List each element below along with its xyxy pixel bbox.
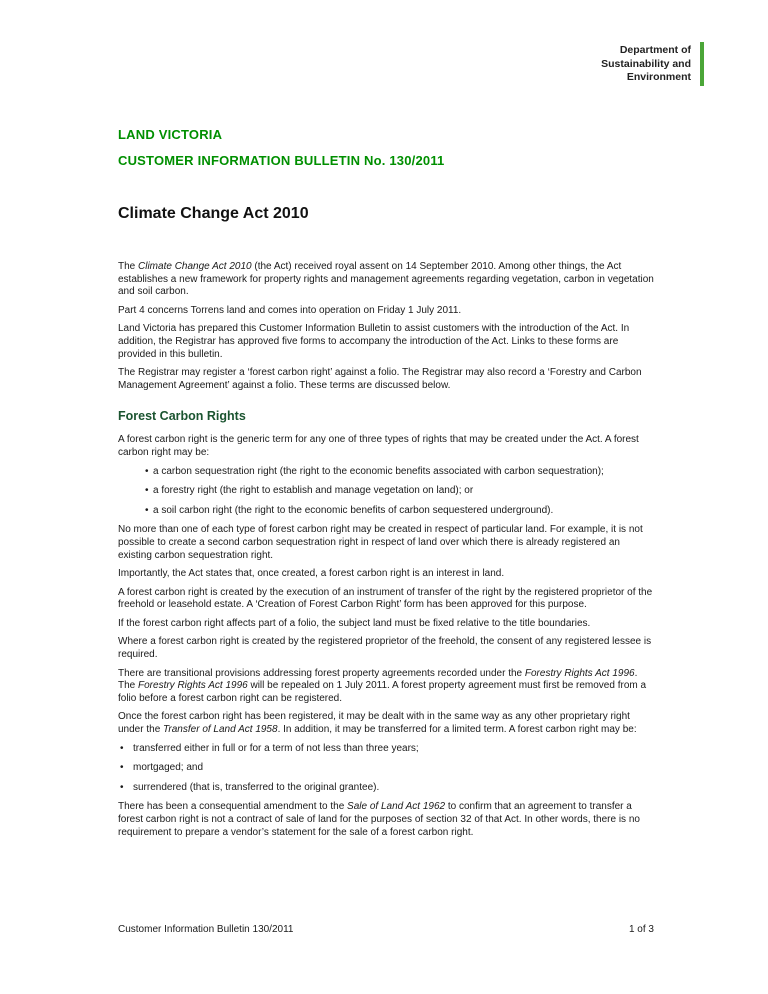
- text-segment: A forest carbon right is created by the execution of an instrument of transfer of the right by the registered proprietor of the freehold or leasehold estate. A ‘Creation of Forest Carbon Right’ form has been approved for this purpose.: [118, 586, 653, 611]
- text-segment: Part 4 concerns Torrens land and comes into operation on Friday 1 July 2011.: [118, 304, 462, 316]
- text-segment: There are transitional provisions addressing forest property agreements recorded under the: [118, 667, 525, 679]
- italic-text: Sale of Land Act 1962: [347, 801, 446, 813]
- section-heading: Forest Carbon Rights: [118, 409, 246, 424]
- text-segment: If the forest carbon right affects part of a folio, the subject land must be fixed relative to the title boundaries.: [118, 617, 591, 629]
- text-segment: a carbon sequestration right (the right to the economic benefits associated with carbon sequestration);: [153, 465, 604, 477]
- text-segment: (the Act) received royal assent on 14 September 2010. Among other things, the Act establishes a new framework for property rights and management agreements regarding vegetation, carbon in vegetation and soil carbon.: [118, 261, 654, 298]
- bullet-item: [118, 505, 633, 518]
- footer-page-number: 1 of 3: [628, 924, 654, 935]
- bulletin-header: [118, 126, 654, 169]
- logo-green-bar: [700, 42, 704, 86]
- document-body: [118, 261, 654, 839]
- text-segment: Land Victoria has prepared this Customer Information Bulletin to assist customers with the introduction of the Act. In addition, the Registrar has approved five forms to accompany the introduction of the Act. Links to these forms are provided in this bulletin.: [118, 323, 630, 360]
- italic-text: Forestry Rights Act 1996: [524, 667, 635, 679]
- text-segment: The: [118, 261, 139, 272]
- logo-text-line: Sustainability and: [601, 57, 691, 70]
- page-footer: [118, 924, 654, 935]
- paragraph: [118, 801, 654, 839]
- text-segment: transferred either in full or for a term of not less than three years;: [133, 742, 419, 754]
- paragraph: [118, 524, 654, 562]
- bullet-list: [118, 743, 654, 795]
- paragraph: [118, 305, 654, 318]
- paragraph: [118, 711, 654, 736]
- italic-text: Transfer of Land Act 1958: [163, 724, 278, 736]
- text-segment: The Registrar may register a ‘forest carbon right’ against a folio. The Registrar may also record a ‘Forestry and Carbon Management Agreement’ against a folio. These terms are discussed below.: [118, 367, 642, 391]
- paragraph: [118, 323, 654, 361]
- department-logo: [601, 44, 704, 86]
- text-segment: A forest carbon right is the generic term for any one of three types of rights that may be created under the Act. A forest carbon right may be:: [118, 434, 639, 458]
- text-segment: surrendered (that is, transferred to the original grantee).: [133, 781, 380, 793]
- paragraph: [118, 434, 654, 459]
- italic-text: Climate Change Act 2010: [138, 261, 252, 272]
- text-segment: Importantly, the Act states that, once created, a forest carbon right is an interest in land.: [118, 568, 505, 580]
- logo-text: [601, 44, 691, 85]
- text-segment: Where a forest carbon right is created by the registered proprietor of the freehold, the consent of any registered lessee is required.: [118, 636, 652, 661]
- text-segment: mortgaged; and: [133, 762, 204, 774]
- text-segment: . In addition, it may be transferred for a limited term. A forest carbon right may be:: [277, 724, 637, 736]
- bullet-item: [118, 485, 633, 498]
- text-segment: a soil carbon right (the right to the economic benefits of carbon sequestered underground).: [153, 504, 554, 516]
- paragraph: [118, 668, 654, 706]
- logo-text-line: Department of: [619, 44, 691, 56]
- content-column: [118, 126, 654, 845]
- paragraph: [118, 261, 654, 299]
- paragraph: [118, 636, 654, 661]
- bullet-list: [118, 466, 654, 518]
- bullet-item: [118, 762, 654, 775]
- italic-text: Forestry Rights Act 1996: [138, 680, 248, 692]
- paragraph: [118, 587, 654, 612]
- org-title: LAND VICTORIA: [118, 127, 223, 142]
- paragraph: [118, 367, 654, 392]
- bullet-item: [118, 466, 633, 479]
- text-segment: There has been a consequential amendment to the: [118, 801, 348, 813]
- bullet-item: [118, 782, 654, 795]
- bullet-item: [118, 743, 654, 756]
- text-segment: will be repealed on 1 July 2011. A forest property agreement must first be removed from a folio before a forest carbon right can be registered.: [118, 680, 647, 704]
- text-segment: No more than one of each type of forest carbon right may be created in respect of particular land. For example, it is not possible to create a second carbon sequestration right in respect of land over which there is already registered an existing carbon sequestration right.: [118, 524, 643, 561]
- document-title: Climate Change Act 2010: [118, 205, 309, 222]
- text-segment: to confirm that an agreement to transfer a forest carbon right is not a contract of sale of land for the purposes of section 32 of that Act. In other words, there is no requirement to prepare a vendor’s statement for the sale of a forest carbon right.: [118, 801, 640, 838]
- text-segment: Once the forest carbon right has been registered, it may be dealt with in the same way as any other proprietary right under the: [118, 711, 630, 736]
- bulletin-title: CUSTOMER INFORMATION BULLETIN No. 130/2011: [118, 153, 445, 168]
- text-segment: a forestry right (the right to establish and manage vegetation on land); or: [153, 485, 474, 497]
- paragraph: [118, 568, 654, 581]
- text-segment: . The: [118, 667, 638, 692]
- paragraph: [118, 618, 654, 631]
- logo-text-line: Environment: [626, 71, 691, 83]
- footer-document-name: Customer Information Bulletin 130/2011: [118, 924, 294, 935]
